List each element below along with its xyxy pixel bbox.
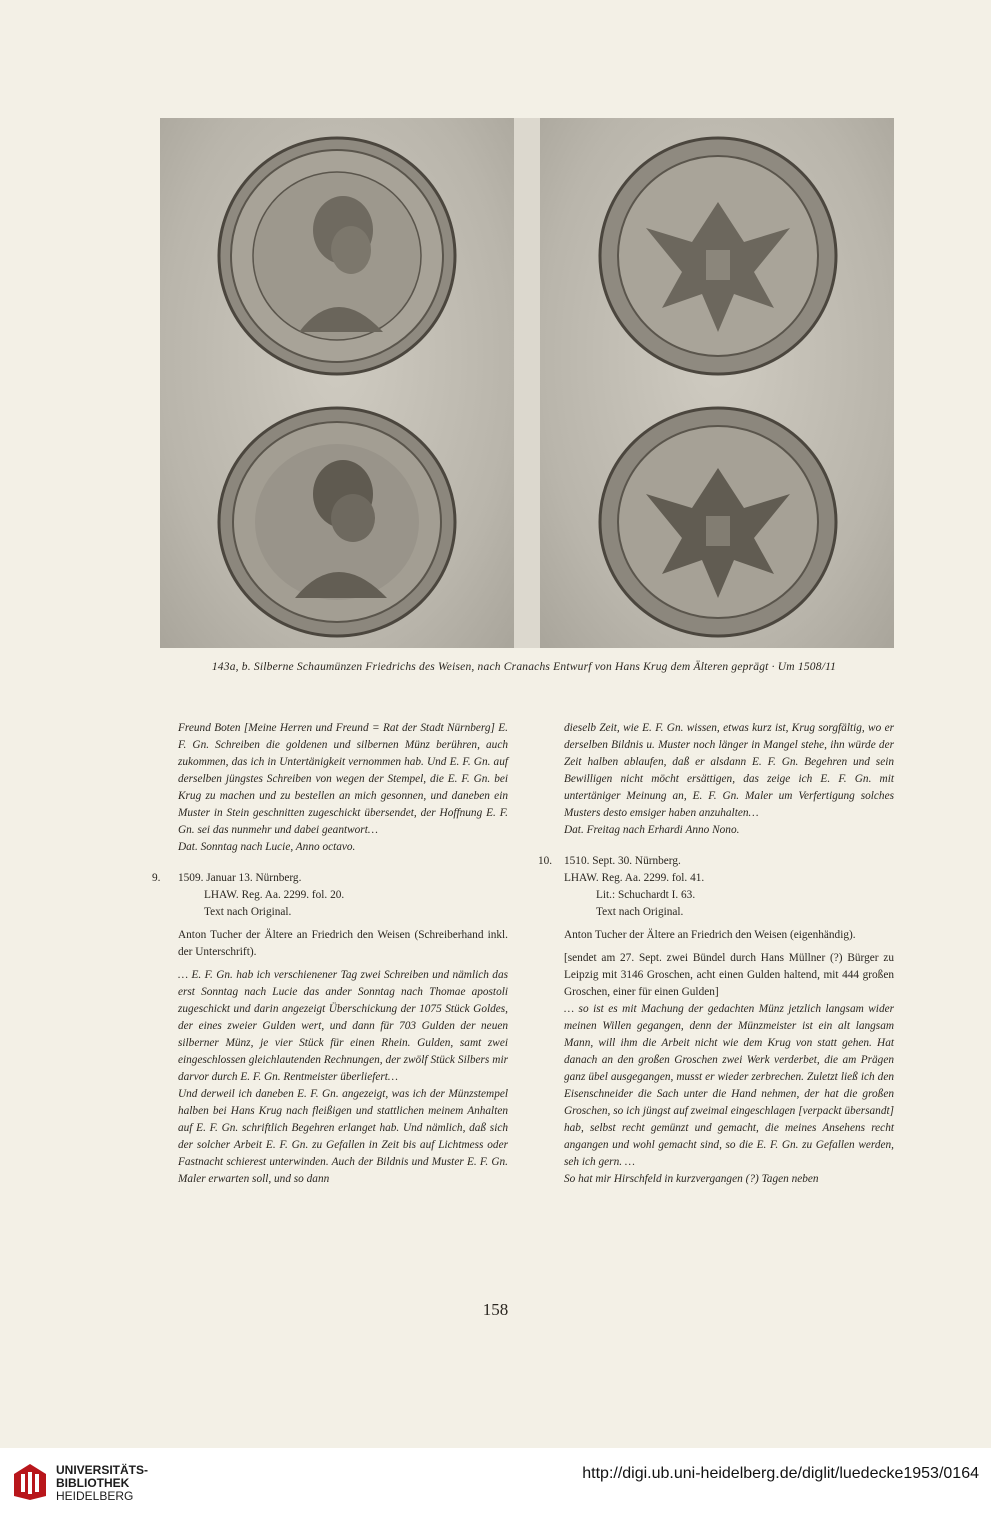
entry-number: 9.	[152, 872, 161, 884]
entry-text: Und derweil ich daneben E. F. Gn. angezeigt, was ich der Münzstempel halben bei Hans Krug nach fleißigen und stattlichen meinem Anhalten auf E. F. Gn. schriftlich Begehren erlanget hab. Und nämlich, daß sich der solcher Arbeit E. F. Gn. zu Gefallen in Zeit bis auf Lichtmess oder Fastnacht schierest unterwinden. Auch der Bildnis und Muster E. F. Gn. Maler erwarten soll, und so dann	[178, 1088, 508, 1185]
medal-portrait-obverse-bottom	[213, 402, 461, 642]
entry-note: Text nach Original.	[204, 906, 292, 918]
document-entry-10	[538, 853, 894, 1188]
left-text-column	[152, 720, 508, 1188]
library-name-line: HEIDELBERG	[56, 1489, 134, 1503]
page-number: 158	[482, 1300, 509, 1319]
entry-literature: Lit.: Schuchardt I. 63.	[596, 889, 696, 901]
entry-heading: 1510. Sept. 30. Nürnberg.	[564, 855, 681, 867]
quote-continuation: dieselb Zeit, wie E. F. Gn. wissen, etwas kurz ist, Krug sorgfältig, wo er derselben Bildnis u. Muster noch länger in Mangel stehe, ihn würde der Zeit halben ablaufen, daß er alsdann E. F. Gn. Begehren und sein Bewilligen nicht möcht ersättigen, das zeige ich E. F. Gn. mit untertäniger Meinung an, E. F. Gn. Maler um Verfertigung solches Musters desto emsiger haben anzuhalten…	[564, 722, 894, 819]
entry-title: Anton Tucher der Ältere an Friedrich den Weisen (eigenhändig).	[564, 929, 856, 941]
medal-photo-plate	[160, 118, 888, 648]
library-name-line: BIBLIOTHEK	[56, 1476, 130, 1490]
figure-caption: 143a, b. Silberne Schaumünzen Friedrichs des Weisen, nach Cranachs Entwurf von Hans Krug dem Älteren geprägt · Um 1508/11	[211, 661, 837, 673]
medal-portrait-obverse-top	[213, 132, 461, 380]
digitization-footer	[0, 1448, 991, 1523]
quote-date: Dat. Sonntag nach Lucie, Anno octavo.	[178, 841, 356, 853]
permalink-url[interactable]: http://digi.ub.uni-heidelberg.de/diglit/luedecke1953/0164	[582, 1465, 979, 1482]
library-name	[56, 1464, 148, 1503]
medal-eagle-reverse-top	[594, 132, 842, 380]
entry-bracket-note: [sendet am 27. Sept. zwei Bündel durch Hans Müllner (?) Bürger zu Leipzig mit 3146 Groschen, acht einen Gulden haltend, mit 444 großen Groschen, einer für einen Gulden]	[564, 952, 894, 998]
entry-text: So hat mir Hirschfeld in kurzvergangen (?) Tagen neben	[564, 1173, 819, 1185]
ub-heidelberg-logo-icon	[12, 1462, 48, 1502]
document-entry-9	[152, 870, 508, 1188]
quote-continuation: Freund Boten [Meine Herren und Freund = Rat der Stadt Nürnberg] E. F. Gn. Schreiben die goldenen und silbernen Münz berühren, auch zukommen, das ich in Untertänigkeit vernommen hab. Und E. F. Gn. auf derselben jüngstes Schreiben von wegen der Stempel, die E. F. Gn. bei Krug zu machen und zu bestellen an mich gesonnen, und daneben ein Muster in Stein geschnitten zugeschickt übersendet, der Hoffnung E. F. Gn. sei das nunmehr und dabei geantwort…	[178, 722, 508, 836]
medal-eagle-reverse-bottom	[594, 402, 842, 642]
entry-note: Text nach Original.	[596, 906, 684, 918]
entry-source: LHAW. Reg. Aa. 2299. fol. 41.	[564, 872, 705, 884]
entry-title: Anton Tucher der Ältere an Friedrich den Weisen (Schreiberhand inkl. der Unterschrift).	[178, 929, 508, 958]
right-text-column	[538, 720, 894, 1188]
medal-portrait-panel	[160, 118, 514, 648]
entry-text: … E. F. Gn. hab ich verschienener Tag zwei Schreiben und nämlich das erst Sonntag nach Lucie das ander Sonntag nach Thomae apostoli zugeschickt und darin angezeigt Überschickung der 1075 Stück Goldes, der eines zweier Gulden wert, und dann für 703 Gulden der neuen silberner Münz, je vier Stück für einen Rhein. Gulden, samt zwei eingeschlossen gleichlautenden Rechnungen, der zwölf Stück Silbers mir darvor durch E. F. Gn. Rentmeister überliefert…	[178, 969, 508, 1083]
library-name-line: UNIVERSITÄTS-	[56, 1463, 149, 1477]
entry-number: 10.	[538, 855, 553, 867]
medal-eagle-panel	[540, 118, 894, 648]
quote-date: Dat. Freitag nach Erhardi Anno Nono.	[564, 824, 740, 836]
entry-heading: 1509. Januar 13. Nürnberg.	[178, 872, 302, 884]
entry-source: LHAW. Reg. Aa. 2299. fol. 20.	[204, 889, 345, 901]
entry-text: … so ist es mit Machung der gedachten Münz jetzlich langsam wider meinen Willen gegangen, denn der Münzmeister ist ein alt langsam Mann, will ihm die Arbeit nicht wie dem Krug von statt gehen. Hat danach an den großen Groschen zwei Werk verderbet, die am Prägen ganz übel ausgegangen, musst er wieder zerbrechen. Zuletzt ließ ich den Eisenschneider die Sach unter die Hand nehmen, der hat die großen Groschen, so ich jüngst auf zweimal eingeschlagen [verpackt übersandt] hab, selbst recht gemünzt und gemacht, die meines Ansehens recht angangen und wohl gemacht sind, so die E. F. Gn. zu Gefallen werden, seh ich gern. …	[564, 1003, 894, 1168]
